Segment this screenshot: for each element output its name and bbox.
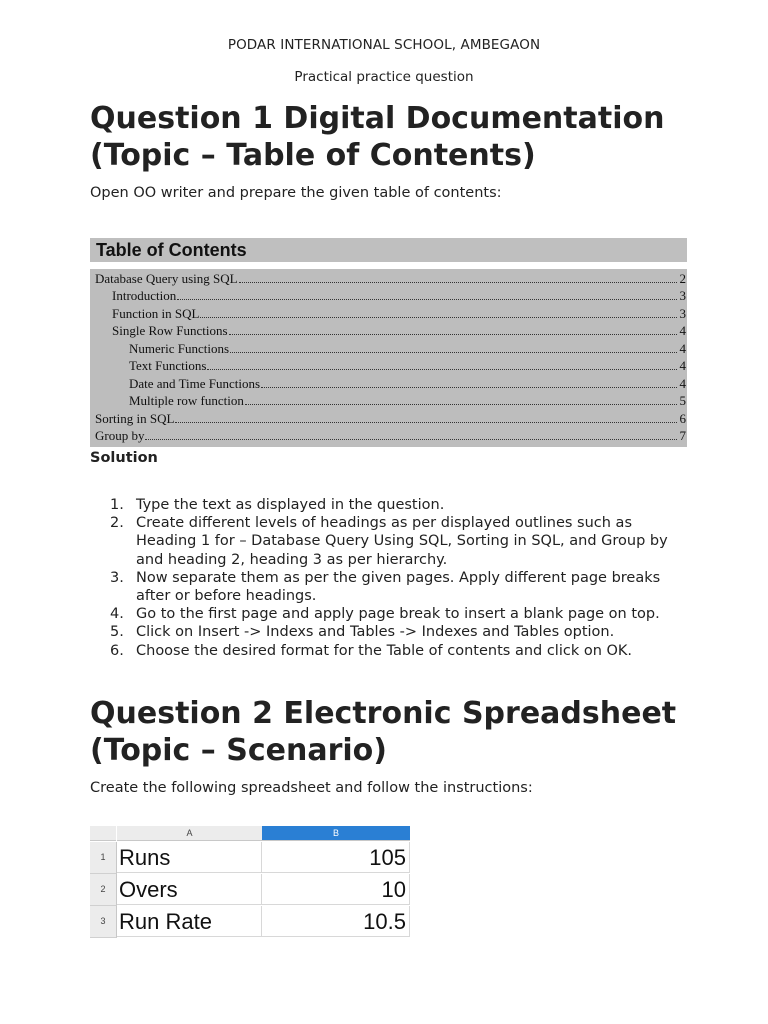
list-item	[110, 623, 680, 641]
toc-entry-page: 4	[679, 358, 686, 373]
toc-entry-page: 7	[679, 428, 686, 443]
toc-entry-text: Single Row Functions	[112, 323, 228, 338]
toc-leader-dots	[239, 281, 677, 283]
column-header-a: A	[117, 826, 262, 841]
row-header: 2	[90, 874, 117, 906]
toc-entry-page: 6	[679, 410, 686, 426]
toc-leader-dots	[177, 298, 677, 300]
question-2-heading	[90, 695, 676, 769]
toc-entry	[90, 339, 687, 357]
question-1-heading	[90, 100, 664, 174]
toc-entry	[90, 392, 687, 410]
toc-entry	[90, 304, 687, 322]
toc-leader-dots	[207, 368, 677, 370]
step-text: Type the text as displayed in the question.	[136, 497, 445, 513]
question-1-intro: Open OO writer and prepare the given table of contents:	[90, 185, 502, 201]
list-item	[110, 496, 680, 514]
list-item	[110, 569, 680, 605]
toc-entry-text: Numeric Functions	[129, 340, 230, 356]
toc-entry	[90, 427, 687, 445]
solution-steps-list	[110, 496, 680, 660]
document-subtitle: Practical practice question	[294, 69, 474, 85]
toc-body	[90, 269, 687, 447]
cell-b3: 10.5	[262, 906, 410, 937]
cell-a3: Run Rate	[117, 906, 262, 937]
question-1-title-line1: Question 1 Digital Documentation	[90, 101, 665, 136]
question-1-title-line2: (Topic – Table of Contents)	[90, 138, 536, 173]
toc-leader-dots	[229, 333, 677, 335]
step-text: Go to the first page and apply page break to insert a blank page on top.	[136, 606, 660, 623]
list-item	[110, 605, 680, 623]
row-header: 3	[90, 906, 117, 938]
step-number: 4.	[110, 606, 124, 623]
solution-label: Solution	[90, 450, 158, 466]
toc-entry-text: Database Query using SQL	[95, 270, 238, 286]
cell-b1: 105	[262, 842, 410, 873]
toc-leader-dots	[261, 386, 677, 388]
toc-entry	[90, 409, 687, 427]
row-header: 1	[90, 842, 117, 874]
step-number: 3.	[110, 569, 124, 586]
toc-entry	[90, 322, 687, 340]
toc-leader-dots	[145, 438, 677, 440]
toc-entry	[90, 269, 687, 287]
toc-entry-text: Introduction	[112, 288, 177, 303]
list-item	[110, 514, 680, 569]
step-text: Now separate them as per the given pages. Apply different page breaks after or before headings.	[136, 569, 661, 605]
question-2-intro: Create the following spreadsheet and follow the instructions:	[90, 780, 533, 796]
toc-entry-page: 4	[679, 340, 686, 356]
toc-entry-page: 4	[679, 323, 686, 338]
step-number: 2.	[110, 515, 124, 532]
toc-leader-dots	[230, 351, 677, 353]
step-number: 1.	[110, 497, 124, 513]
toc-entry	[90, 357, 687, 375]
toc-entry-page: 3	[679, 288, 686, 303]
toc-entry-page: 4	[679, 375, 686, 391]
toc-leader-dots	[200, 316, 677, 318]
list-item	[110, 642, 680, 660]
column-header-b: B	[262, 826, 410, 841]
school-name: PODAR INTERNATIONAL SCHOOL, AMBEGAON	[227, 37, 541, 53]
toc-leader-dots	[175, 421, 677, 423]
toc-entry-text: Text Functions	[129, 358, 207, 373]
step-text: Click on Insert -> Indexs and Tables -> Indexes and Tables option.	[136, 624, 615, 641]
toc-title: Table of Contents	[96, 240, 247, 260]
corner-cell	[90, 826, 116, 841]
step-number: 5.	[110, 624, 124, 641]
toc-entry-page: 3	[679, 305, 686, 321]
question-2-title-line1: Question 2 Electronic Spreadsheet	[90, 696, 677, 731]
step-text: Create different levels of headings as per displayed outlines such as Heading 1 for – Database Query Using SQL, Sorting in SQL, and Group by and heading 2, heading 3 as per hierarchy.	[136, 515, 668, 568]
toc-entry-text: Sorting in SQL	[95, 410, 175, 426]
spreadsheet-image	[90, 826, 420, 942]
table-of-contents-image	[90, 232, 687, 447]
step-number: 6.	[110, 642, 124, 659]
step-text: Choose the desired format for the Table of contents and click on OK.	[136, 642, 633, 659]
toc-leader-dots	[245, 403, 677, 405]
toc-entry-page: 5	[679, 393, 686, 408]
toc-entry-text: Group by	[95, 428, 145, 443]
toc-entry	[90, 287, 687, 305]
toc-entry-text: Date and Time Functions	[129, 375, 261, 391]
toc-entry-page: 2	[679, 270, 686, 286]
toc-title-bar	[90, 238, 687, 262]
question-2-title-line2: (Topic – Scenario)	[90, 733, 387, 768]
cell-a2: Overs	[117, 874, 262, 905]
cell-a1: Runs	[117, 842, 262, 873]
cell-b2: 10	[262, 874, 410, 905]
toc-entry-text: Function in SQL	[112, 305, 200, 321]
toc-entry	[90, 374, 687, 392]
toc-entry-text: Multiple row function	[129, 393, 244, 408]
